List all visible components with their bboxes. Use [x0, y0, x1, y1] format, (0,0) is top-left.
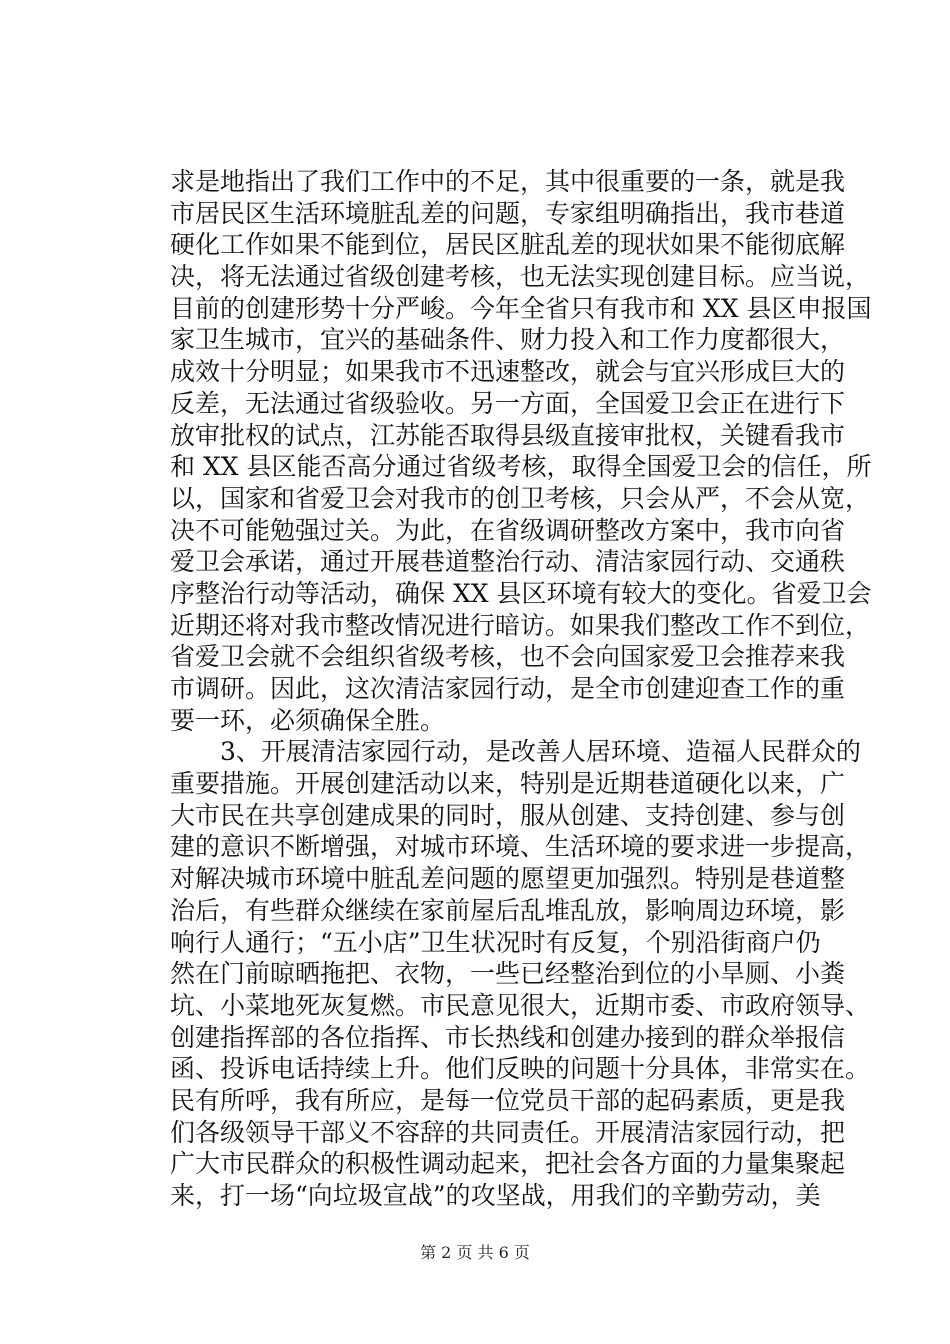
text-line: 和 XX 县区能否高分通过省级考核，取得全国爱卫会的信任，所 [170, 452, 872, 482]
text-line: 目前的创建形势十分严峻。今年全省只有我市和 XX 县区申报国 [170, 293, 872, 323]
text-line: 放审批权的试点，江苏能否取得县级直接审批权，关键看我市 [170, 420, 846, 450]
text-line: 求是地指出了我们工作中的不足，其中很重要的一条，就是我 [170, 167, 846, 196]
text-line: 以，国家和省爱卫会对我市的创卫考核，只会从严，不会从宽， [170, 483, 871, 513]
text-line: 决，将无法通过省级创建考核，也无法实现创建目标。应当说， [170, 262, 871, 292]
text-line: 硬化工作如果不能到位，居民区脏乱差的现状如果不能彻底解 [170, 230, 846, 260]
text-line: 重要措施。开展创建活动以来，特别是近期巷道硬化以来，广 [170, 769, 846, 799]
document-body [170, 166, 872, 1212]
text-line: 创建指挥部的各位指挥、市长热线和创建办接到的群众举报信 [170, 1022, 846, 1052]
text-line: 建的意识不断增强，对城市环境、生活环境的要求进一步提高， [170, 832, 871, 862]
text-line: 爱卫会承诺，通过开展巷道整治行动、清洁家园行动、交通秩 [170, 547, 846, 577]
text-line: 治后，有些群众继续在家前屋后乱堆乱放，影响周边环境，影 [170, 895, 846, 925]
text-line: 大市民在共享创建成果的同时，服从创建、支持创建、参与创 [170, 800, 846, 830]
text-line: 决不可能勉强过关。为此，在省级调研整改方案中，我市向省 [170, 515, 846, 545]
text-line: 市居民区生活环境脏乱差的问题，专家组明确指出，我市巷道 [170, 198, 846, 228]
text-line: 要一环，必须确保全胜。 [170, 705, 446, 735]
text-line: 民有所呼，我有所应，是每一位党员干部的起码素质，更是我 [170, 1085, 846, 1115]
text-line: 市调研。因此，这次清洁家园行动，是全市创建迎查工作的重 [170, 674, 846, 703]
text-line: 成效十分明显；如果我市不迅速整改，就会与宜兴形成巨大的 [170, 357, 846, 387]
text-line: 坑、小菜地死灰复燃。市民意见很大，近期市委、市政府领导、 [170, 990, 871, 1020]
text-line: 反差，无法通过省级验收。另一方面，全国爱卫会正在进行下 [170, 388, 846, 418]
page-footer: 第 2 页 共 6 页 [420, 1243, 530, 1262]
text-line: 近期还将对我市整改情况进行暗访。如果我们整改工作不到位， [170, 610, 871, 640]
text-line: 函、投诉电话持续上升。他们反映的问题十分具体，非常实在。 [170, 1054, 871, 1084]
text-line: 序整治行动等活动，确保 XX 县区环境有较大的变化。省爱卫会 [170, 578, 872, 608]
text-line: 然在门前晾晒拖把、衣物，一些已经整治到位的小旱厕、小粪 [170, 959, 846, 989]
text-line: 3、开展清洁家园行动，是改善人居环境、造福人民群众的 [170, 737, 861, 767]
text-line: 家卫生城市，宜兴的基础条件、财力投入和工作力度都很大， [170, 325, 846, 355]
text-line: 们各级领导干部义不容辞的共同责任。开展清洁家园行动，把 [170, 1117, 846, 1147]
text-line: 来，打一场“向垃圾宣战”的攻坚战，用我们的辛勤劳动，美 [170, 1181, 821, 1210]
text-line: 省爱卫会就不会组织省级考核，也不会向国家爱卫会推荐来我 [170, 642, 846, 672]
text-line: 响行人通行；“五小店”卫生状况时有反复，个别沿街商户仍 [170, 927, 821, 957]
text-line: 广大市民群众的积极性调动起来，把社会各方面的力量集聚起 [170, 1149, 846, 1179]
text-line: 对解决城市环境中脏乱差问题的愿望更加强烈。特别是巷道整 [170, 864, 846, 894]
